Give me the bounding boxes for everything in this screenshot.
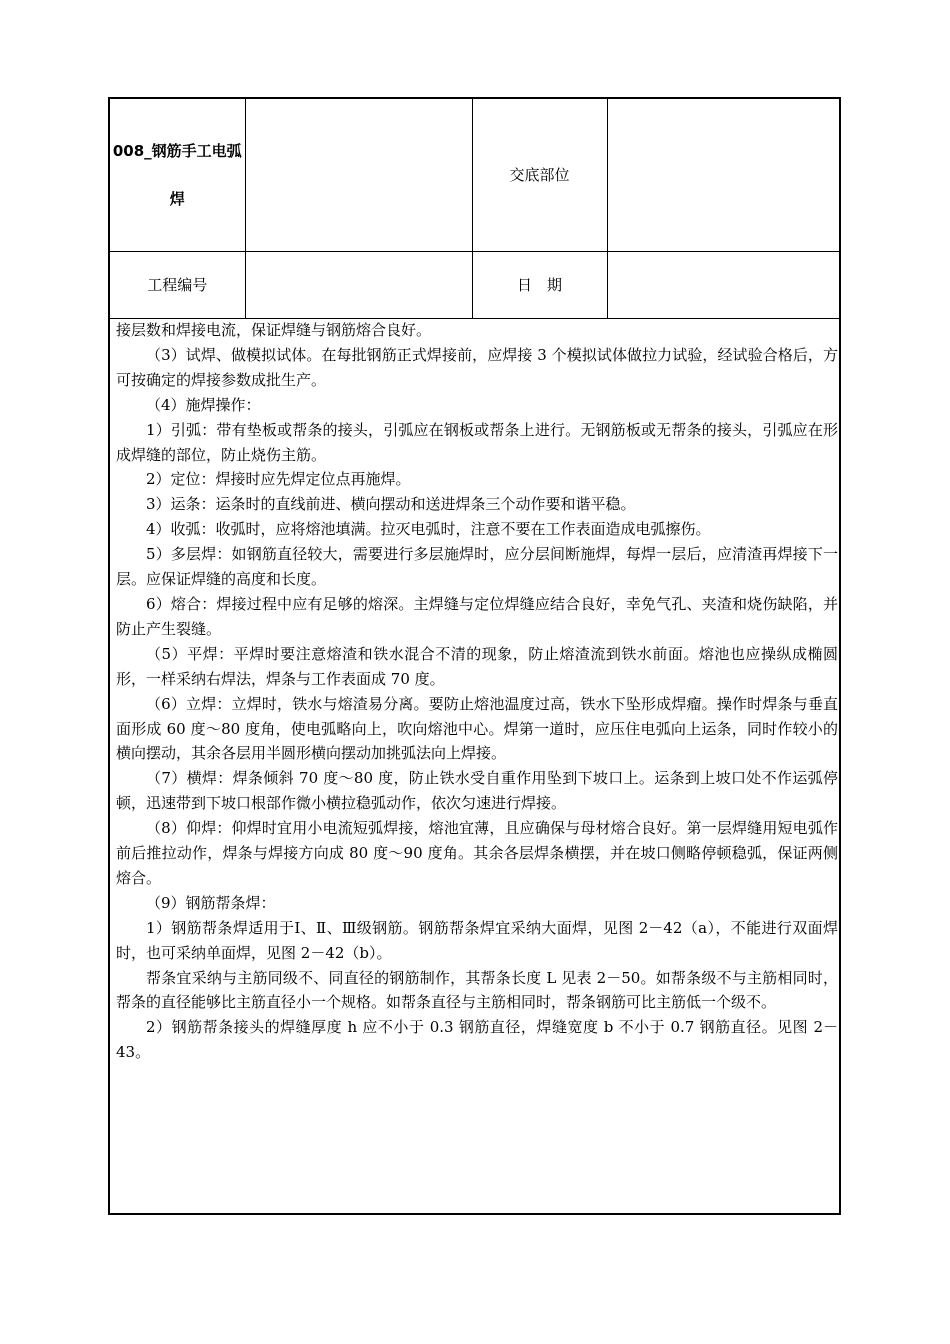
document-title: 008_钢筋手工电弧焊 bbox=[110, 99, 245, 251]
body-paragraph: 帮条宜采纳与主筋同级不、同直径的钢筋制作，其帮条长度 L 见表 2－50。如帮条级不与主筋相同时，帮条的直径能够比主筋直径小一个规格。如帮条直径与主筋相同时，帮条钢筋可比主筋低一个级不。 bbox=[116, 968, 838, 1012]
body-paragraph: 2）钢筋帮条接头的焊缝厚度 h 应不小于 0.3 钢筋直径，焊缝宽度 b 不小于 0.7 钢筋直径。见图 2－43。 bbox=[116, 1018, 838, 1062]
body-paragraph: （4）施焊操作： bbox=[146, 395, 261, 414]
body-paragraph: （7）横焊：焊条倾斜 70 度～80 度，防止铁水受自重作用坠到下坡口上。运条到上坡口处不作运弧停顿，迅速带到下坡口根部作微小横拉稳弧动作，依次匀速进行焊接。 bbox=[116, 769, 838, 813]
body-paragraph: 接层数和焊接电流，保证焊缝与钢筋熔合良好。 bbox=[116, 321, 432, 339]
disclosure-form bbox=[108, 97, 841, 1215]
date-label: 日 期 bbox=[472, 251, 607, 318]
body-paragraph: 1）钢筋帮条焊适用于Ⅰ、Ⅱ、Ⅲ级钢筋。钢筋帮条焊宜采纳大面焊，见图 2－42（a），不能进行双面焊时，也可采纳单面焊，见图 2－42（b）。 bbox=[116, 918, 838, 962]
body-paragraph: （3）试焊、做模拟试体。在每批钢筋正式焊接前，应焊接 3 个模拟试体做拉力试验，经试验合格后，方可按确定的焊接参数成批生产。 bbox=[116, 345, 838, 389]
body-paragraph: 2）定位：焊接时应先焊定位点再施焊。 bbox=[146, 470, 411, 489]
body-paragraph: （6）立焊：立焊时，铁水与熔渣易分离。要防止熔池温度过高，铁水下坠形成焊瘤。操作时焊条与垂直面形成 60 度～80 度角，使电弧略向上，吹向熔池中心。焊第一道时，应压住电弧向上运条，同时作较小的横向摆动，其余各层用半圆形横向摆动加挑弧法向上焊接。 bbox=[116, 694, 838, 763]
project-no-value bbox=[245, 251, 472, 318]
body-paragraph: 4）收弧：收弧时，应将熔池填满。拉灭电弧时，注意不要在工作表面造成电弧擦伤。 bbox=[146, 520, 711, 539]
body-paragraph: （5）平焊：平焊时要注意熔渣和铁水混合不清的现象，防止熔渣流到铁水前面。熔池也应操纵成椭圆形，一样采纳右焊法，焊条与工作表面成 70 度。 bbox=[116, 644, 838, 688]
body-paragraph: 5）多层焊：如钢筋直径较大，需要进行多层施焊时，应分层间断施焊，每焊一层后，应清渣再焊接下一层。应保证焊缝的高度和长度。 bbox=[116, 545, 838, 589]
header-table bbox=[110, 99, 839, 319]
body-paragraph: （9）钢筋帮条焊： bbox=[146, 893, 276, 912]
body-paragraph: 3）运条：运条时的直线前进、横向摆动和送进焊条三个动作要和谐平稳。 bbox=[146, 495, 636, 514]
part-label: 交底部位 bbox=[472, 99, 607, 251]
project-no-label: 工程编号 bbox=[110, 251, 245, 318]
part-value-cell bbox=[607, 99, 839, 251]
body-paragraph: （8）仰焊：仰焊时宜用小电流短弧焊接，熔池宜薄，且应确保与母材熔合良好。第一层焊缝用短电弧作前后推拉动作，焊条与焊接方向成 80 度～90 度角。其余各层焊条横摆，并在坡口侧略停顿稳弧，保证两侧熔合。 bbox=[116, 819, 838, 887]
title-value-cell bbox=[245, 99, 472, 251]
date-value bbox=[607, 251, 839, 318]
body-content bbox=[116, 318, 838, 1065]
body-paragraph: 6）熔合：焊接过程中应有足够的熔深。主焊缝与定位焊缝应结合良好，幸免气孔、夹渣和烧伤缺陷，并防止产生裂缝。 bbox=[116, 594, 838, 638]
body-paragraph: 1）引弧：带有垫板或帮条的接头，引弧应在钢板或帮条上进行。无钢筋板或无帮条的接头，引弧应在形成焊缝的部位，防止烧伤主筋。 bbox=[116, 420, 838, 464]
